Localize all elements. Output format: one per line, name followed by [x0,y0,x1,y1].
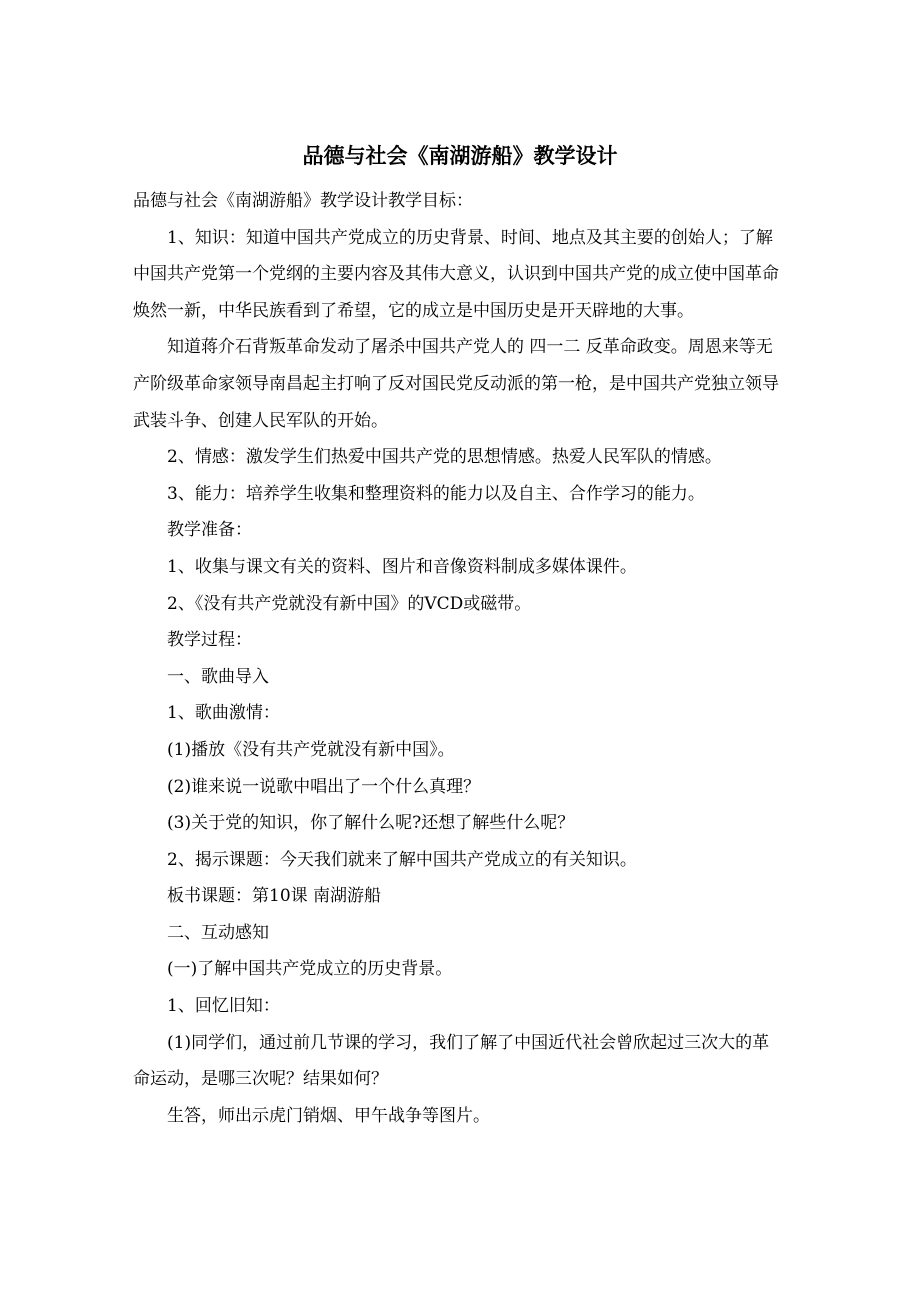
paragraph: (一)了解中国共产党成立的历史背景。 [167,959,453,980]
paragraph: 品德与社会《南湖游船》教学设计教学目标： [133,191,473,211]
paragraph: 2、情感：激发学生们热爱中国共产党的思想情感。热爱人民军队的情感。 [167,447,722,468]
paragraph: 知道蒋介石背叛革命发动了屠杀中国共产党人的 四一二 反革命政变。周恩来等无产阶级革命家领导南昌起主打响了反对国民党反动派的第一枪，是中国共产党独立领导武装斗争、创建人民军队的开始。 [133,337,779,431]
paragraph: 二、互动感知 [167,922,269,943]
paragraph: (2)谁来说一说歌中唱出了一个什么真理？ [167,776,481,797]
paragraph: 1、收集与课文有关的资料、图片和音像资料制成多媒体课件。 [167,556,637,577]
paragraph: 1、回忆旧知： [167,996,280,1017]
paragraph: 生答，师出示虎门销烟、甲午战争等图片。 [167,1105,490,1126]
paragraph: (1)同学们，通过前几节课的学习，我们了解了中国近代社会曾欣起过三次大的革命运动，是哪三次呢？结果如何？ [133,1032,770,1090]
paragraph: 1、知识：知道中国共产党成立的历史背景、时间、地点及其主要的创始人；了解中国共产党第一个党纲的主要内容及其伟大意义，认识到中国共产党的成立使中国革命焕然一新，中华民族看到了希望，它的成立是中国历史是开天辟地的大事。 [133,227,779,321]
paragraph: 2、揭示课题：今天我们就来了解中国共产党成立的有关知识。 [167,849,637,870]
paragraph: (3)关于党的知识，你了解什么呢?还想了解些什么呢？ [167,813,575,834]
paragraph: 3、能力：培养学生收集和整理资料的能力以及自主、合作学习的能力。 [167,483,705,504]
paragraph: 教学过程： [167,630,252,651]
paragraph: (1)播放《没有共产党就没有新中国》。 [167,739,455,760]
paragraph: 板书课题：第10课 南湖游船 [167,886,382,907]
document-title: 品德与社会《南湖游船》教学设计 [302,144,618,168]
paragraph: 教学准备： [167,520,252,541]
paragraph: 一、歌曲导入 [167,666,269,687]
document-body [133,183,783,1134]
paragraph: 1、歌曲激情： [167,703,280,724]
paragraph: 2、《没有共产党就没有新中国》的VCD或磁带。 [167,593,532,614]
